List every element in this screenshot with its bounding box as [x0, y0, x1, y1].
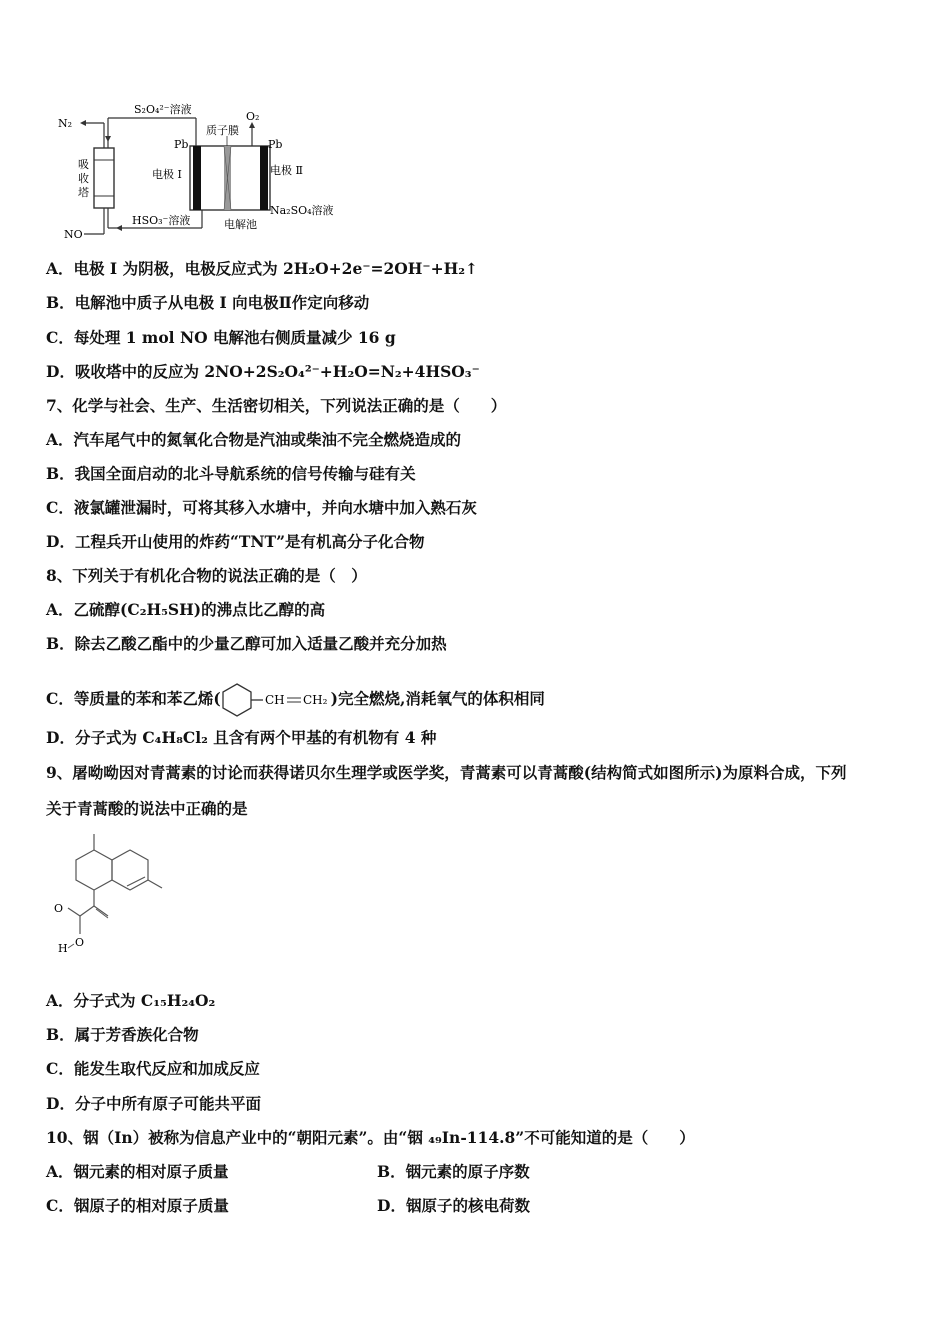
q10-option-a: A．铟元素的相对原子质量: [46, 1162, 229, 1181]
membrane-label: 质子膜: [206, 124, 239, 137]
q7-option-a: A．汽车尾气中的氮氧化合物是汽油或柴油不完全燃烧造成的: [46, 430, 462, 449]
electrolysis-diagram: [56, 98, 356, 243]
artemisinic-acid-structure: [50, 830, 170, 960]
pb-left-label: Pb: [174, 138, 189, 151]
q8-option-a: A．乙硫醇(C₂H₅SH)的沸点比乙醇的高: [46, 600, 326, 619]
hydrogen-label: H: [58, 942, 68, 955]
electrode2-label: 电极 Ⅱ: [270, 164, 303, 177]
q7-stem: 7、化学与社会、生产、生活密切相关，下列说法正确的是（ ）: [46, 396, 507, 415]
q7-option-d: D．工程兵开山使用的炸药“TNT”是有机高分子化合物: [46, 532, 425, 551]
q8-stem: 8、下列关于有机化合物的说法正确的是（ ）: [46, 566, 367, 585]
q6-option-b: B．电解池中质子从电极 I 向电极Ⅱ作定向移动: [46, 293, 370, 312]
styrene-ch: CH: [264, 693, 285, 707]
cell-label: 电解池: [224, 218, 257, 231]
q10-option-d: D．铟原子的核电荷数: [377, 1196, 530, 1215]
hso3-label: HSO₃⁻溶液: [132, 214, 191, 227]
q8-option-c-after: )完全燃烧,消耗氧气的体积相同: [330, 689, 545, 708]
pb-right-label: Pb: [268, 138, 283, 151]
oxygen-label-1: O: [54, 902, 64, 915]
q9-option-d: D．分子中所有原子可能共平面: [46, 1094, 261, 1113]
q9-stem-line2: 关于青蒿酸的说法中正确的是: [46, 799, 248, 818]
q6-option-c: C．每处理 1 mol NO 电解池右侧质量减少 16 g: [46, 328, 396, 347]
oxygen-label-2: O: [75, 936, 85, 949]
absorber-label-2: 收: [78, 172, 89, 185]
o2-label: O₂: [246, 110, 260, 123]
q10-option-b: B．铟元素的原子序数: [377, 1162, 530, 1181]
electrode1-label: 电极 Ⅰ: [152, 168, 182, 181]
styrene-structure: [221, 680, 331, 720]
s2o4-label: S₂O₄²⁻溶液: [134, 103, 192, 116]
q8-option-c: [46, 680, 545, 720]
q9-option-c: C．能发生取代反应和加成反应: [46, 1059, 260, 1078]
q10-stem: 10、铟（In）被称为信息产业中的“朝阳元素”。由“铟 ₄₉In-114.8”不可能知道的是（ ）: [46, 1128, 695, 1147]
q9-option-b: B．属于芳香族化合物: [46, 1025, 199, 1044]
styrene-ch2: CH₂: [302, 693, 328, 707]
q8-option-b: B．除去乙酸乙酯中的少量乙醇可加入适量乙酸并充分加热: [46, 634, 447, 653]
q8-option-d: D．分子式为 C₄H₈Cl₂ 且含有两个甲基的有机物有 4 种: [46, 728, 437, 747]
q7-option-c: C．液氯罐泄漏时，可将其移入水塘中，并向水塘中加入熟石灰: [46, 498, 477, 517]
q8-option-c-before: C．等质量的苯和苯乙烯(: [46, 689, 221, 708]
q7-option-b: B．我国全面启动的北斗导航系统的信号传输与硅有关: [46, 464, 416, 483]
absorber-label-3: 塔: [78, 186, 89, 199]
q9-stem-line1: 9、屠呦呦因对青蒿素的讨论而获得诺贝尔生理学或医学奖，青蒿素可以青蒿酸(结构简式如图所示)为原料合成，下列: [46, 763, 847, 782]
no-label: NO: [64, 228, 83, 241]
absorber-label-1: 吸: [78, 158, 89, 171]
q9-option-a: A．分子式为 C₁₅H₂₄O₂: [46, 991, 216, 1010]
na2so4-label: Na₂SO₄溶液: [270, 204, 334, 217]
q6-option-a: A．电极 I 为阴极，电极反应式为 2H₂O+2e⁻=2OH⁻+H₂↑: [46, 259, 479, 278]
q10-option-c: C．铟原子的相对原子质量: [46, 1196, 229, 1215]
n2-label: N₂: [58, 117, 73, 130]
q6-option-d: D．吸收塔中的反应为 2NO+2S₂O₄²⁻+H₂O=N₂+4HSO₃⁻: [46, 362, 480, 381]
